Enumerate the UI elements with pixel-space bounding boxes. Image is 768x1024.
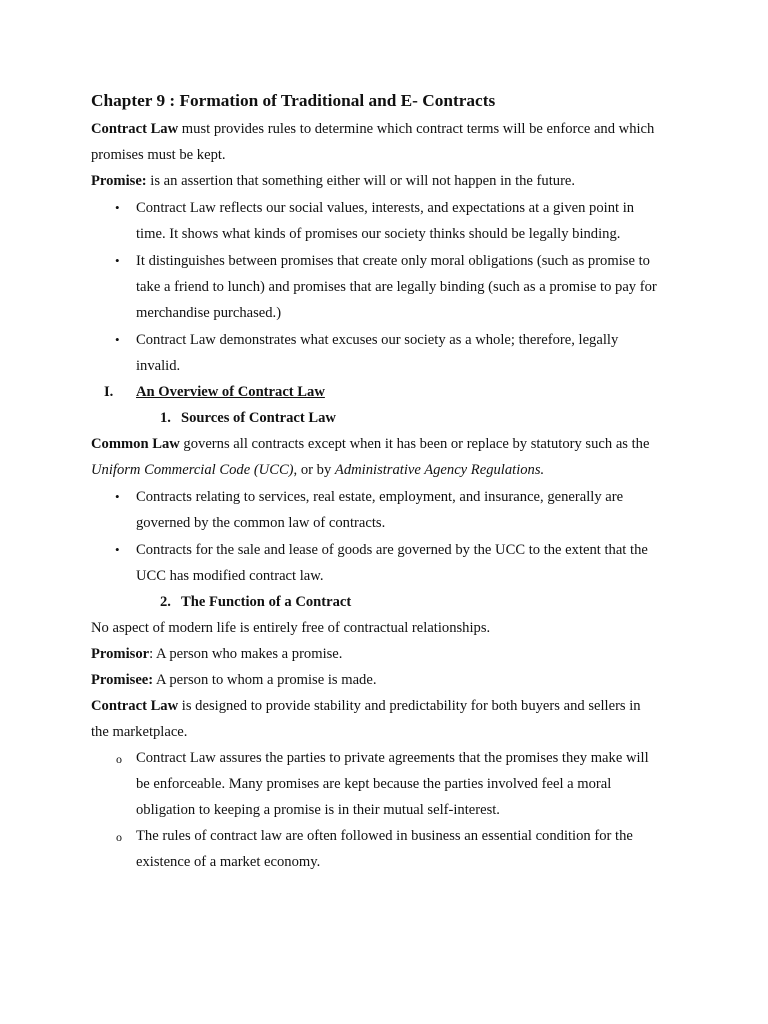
promisor-term: Promisor [91, 646, 150, 662]
ucc-reference: Uniform Commercial Code (UCC) [91, 462, 294, 478]
promisor-definition [91, 645, 342, 663]
bullet-item-line: Contract Law demonstrates what excuses our society as a whole; therefore, legally [136, 332, 619, 348]
subsection-heading: Sources of Contract Law [181, 410, 336, 426]
promisee-text: A person to whom a promise is made. [153, 672, 377, 688]
contract-law-text: is designed to provide stability and predictability for both buyers and sellers in [178, 698, 641, 714]
circle-bullet-icon: o [116, 752, 122, 766]
promise-text: is an assertion that something either will or will not happen in the future. [146, 173, 576, 189]
subsection-number: 1. [160, 410, 171, 426]
bullet-icon: • [115, 332, 120, 347]
bullet-icon: • [115, 489, 120, 504]
bullet-icon: • [115, 542, 120, 557]
intro-paragraph-line-1 [91, 120, 654, 138]
circle-bullet-icon: o [116, 830, 122, 844]
agency-reference: Administrative Agency Regulations. [334, 462, 545, 478]
common-law-line-2 [91, 461, 544, 479]
intro-text: must provides rules to determine which contract terms will be enforce and which [178, 121, 655, 137]
bullet-icon: • [115, 200, 120, 215]
circle-item-line: Contract Law assures the parties to private agreements that the promises they make will [136, 750, 649, 766]
bullet-item-line: Contracts for the sale and lease of goods are governed by the UCC to the extent that the [136, 542, 648, 558]
common-law-term: Common Law [91, 436, 180, 452]
common-law-line-1 [91, 435, 649, 453]
circle-item-line: existence of a market economy. [136, 854, 321, 870]
contract-law-paragraph-line-2: the marketplace. [91, 724, 188, 740]
promisee-term: Promisee: [91, 672, 154, 688]
bullet-item-line: merchandise purchased.) [136, 305, 282, 321]
circle-item-line: be enforceable. Many promises are kept because the parties involved feel a moral [136, 776, 612, 792]
bullet-item-line: It distinguishes between promises that create only moral obligations (such as promise to [136, 253, 650, 269]
circle-item-line: The rules of contract law are often followed in business an essential condition for the [136, 828, 633, 844]
promise-definition [91, 172, 575, 190]
intro-term: Contract Law [91, 121, 179, 137]
no-aspect-paragraph: No aspect of modern life is entirely free of contractual relationships. [91, 620, 491, 636]
subsection-heading: The Function of a Contract [181, 594, 352, 610]
promisee-definition [91, 671, 376, 689]
page-title: Chapter 9 : Formation of Traditional and E- Contracts [91, 91, 496, 110]
common-law-text: governs all contracts except when it has been or replace by statutory such as the [179, 436, 650, 452]
intro-paragraph-line-2: promises must be kept. [91, 147, 226, 163]
bullet-icon: • [115, 253, 120, 268]
contract-law-term: Contract Law [91, 698, 179, 714]
bullet-item-line: Contracts relating to services, real estate, employment, and insurance, generally are [136, 489, 624, 505]
promise-term: Promise: [91, 173, 147, 189]
bullet-item-line: time. It shows what kinds of promises our society thinks should be legally binding. [136, 226, 621, 242]
subsection-number: 2. [160, 594, 171, 610]
promisor-text: : A person who makes a promise. [149, 646, 343, 662]
section-heading [136, 383, 325, 401]
bullet-item-line: invalid. [136, 358, 181, 374]
bullet-item-line: take a friend to lunch) and promises that are legally binding (such as a promise to pay for [136, 279, 657, 295]
section-numeral: I. [104, 384, 114, 400]
common-law-connector: , or by [293, 462, 335, 478]
circle-item-line: obligation to keeping a promise is in their mutual self-interest. [136, 802, 500, 818]
bullet-item-line: governed by the common law of contracts. [136, 515, 386, 531]
bullet-item-line: UCC has modified contract law. [136, 568, 324, 584]
bullet-item-line: Contract Law reflects our social values, interests, and expectations at a given point in [136, 200, 635, 216]
contract-law-paragraph-line-1 [91, 697, 641, 715]
section-heading-text: An Overview of Contract Law [136, 384, 325, 400]
